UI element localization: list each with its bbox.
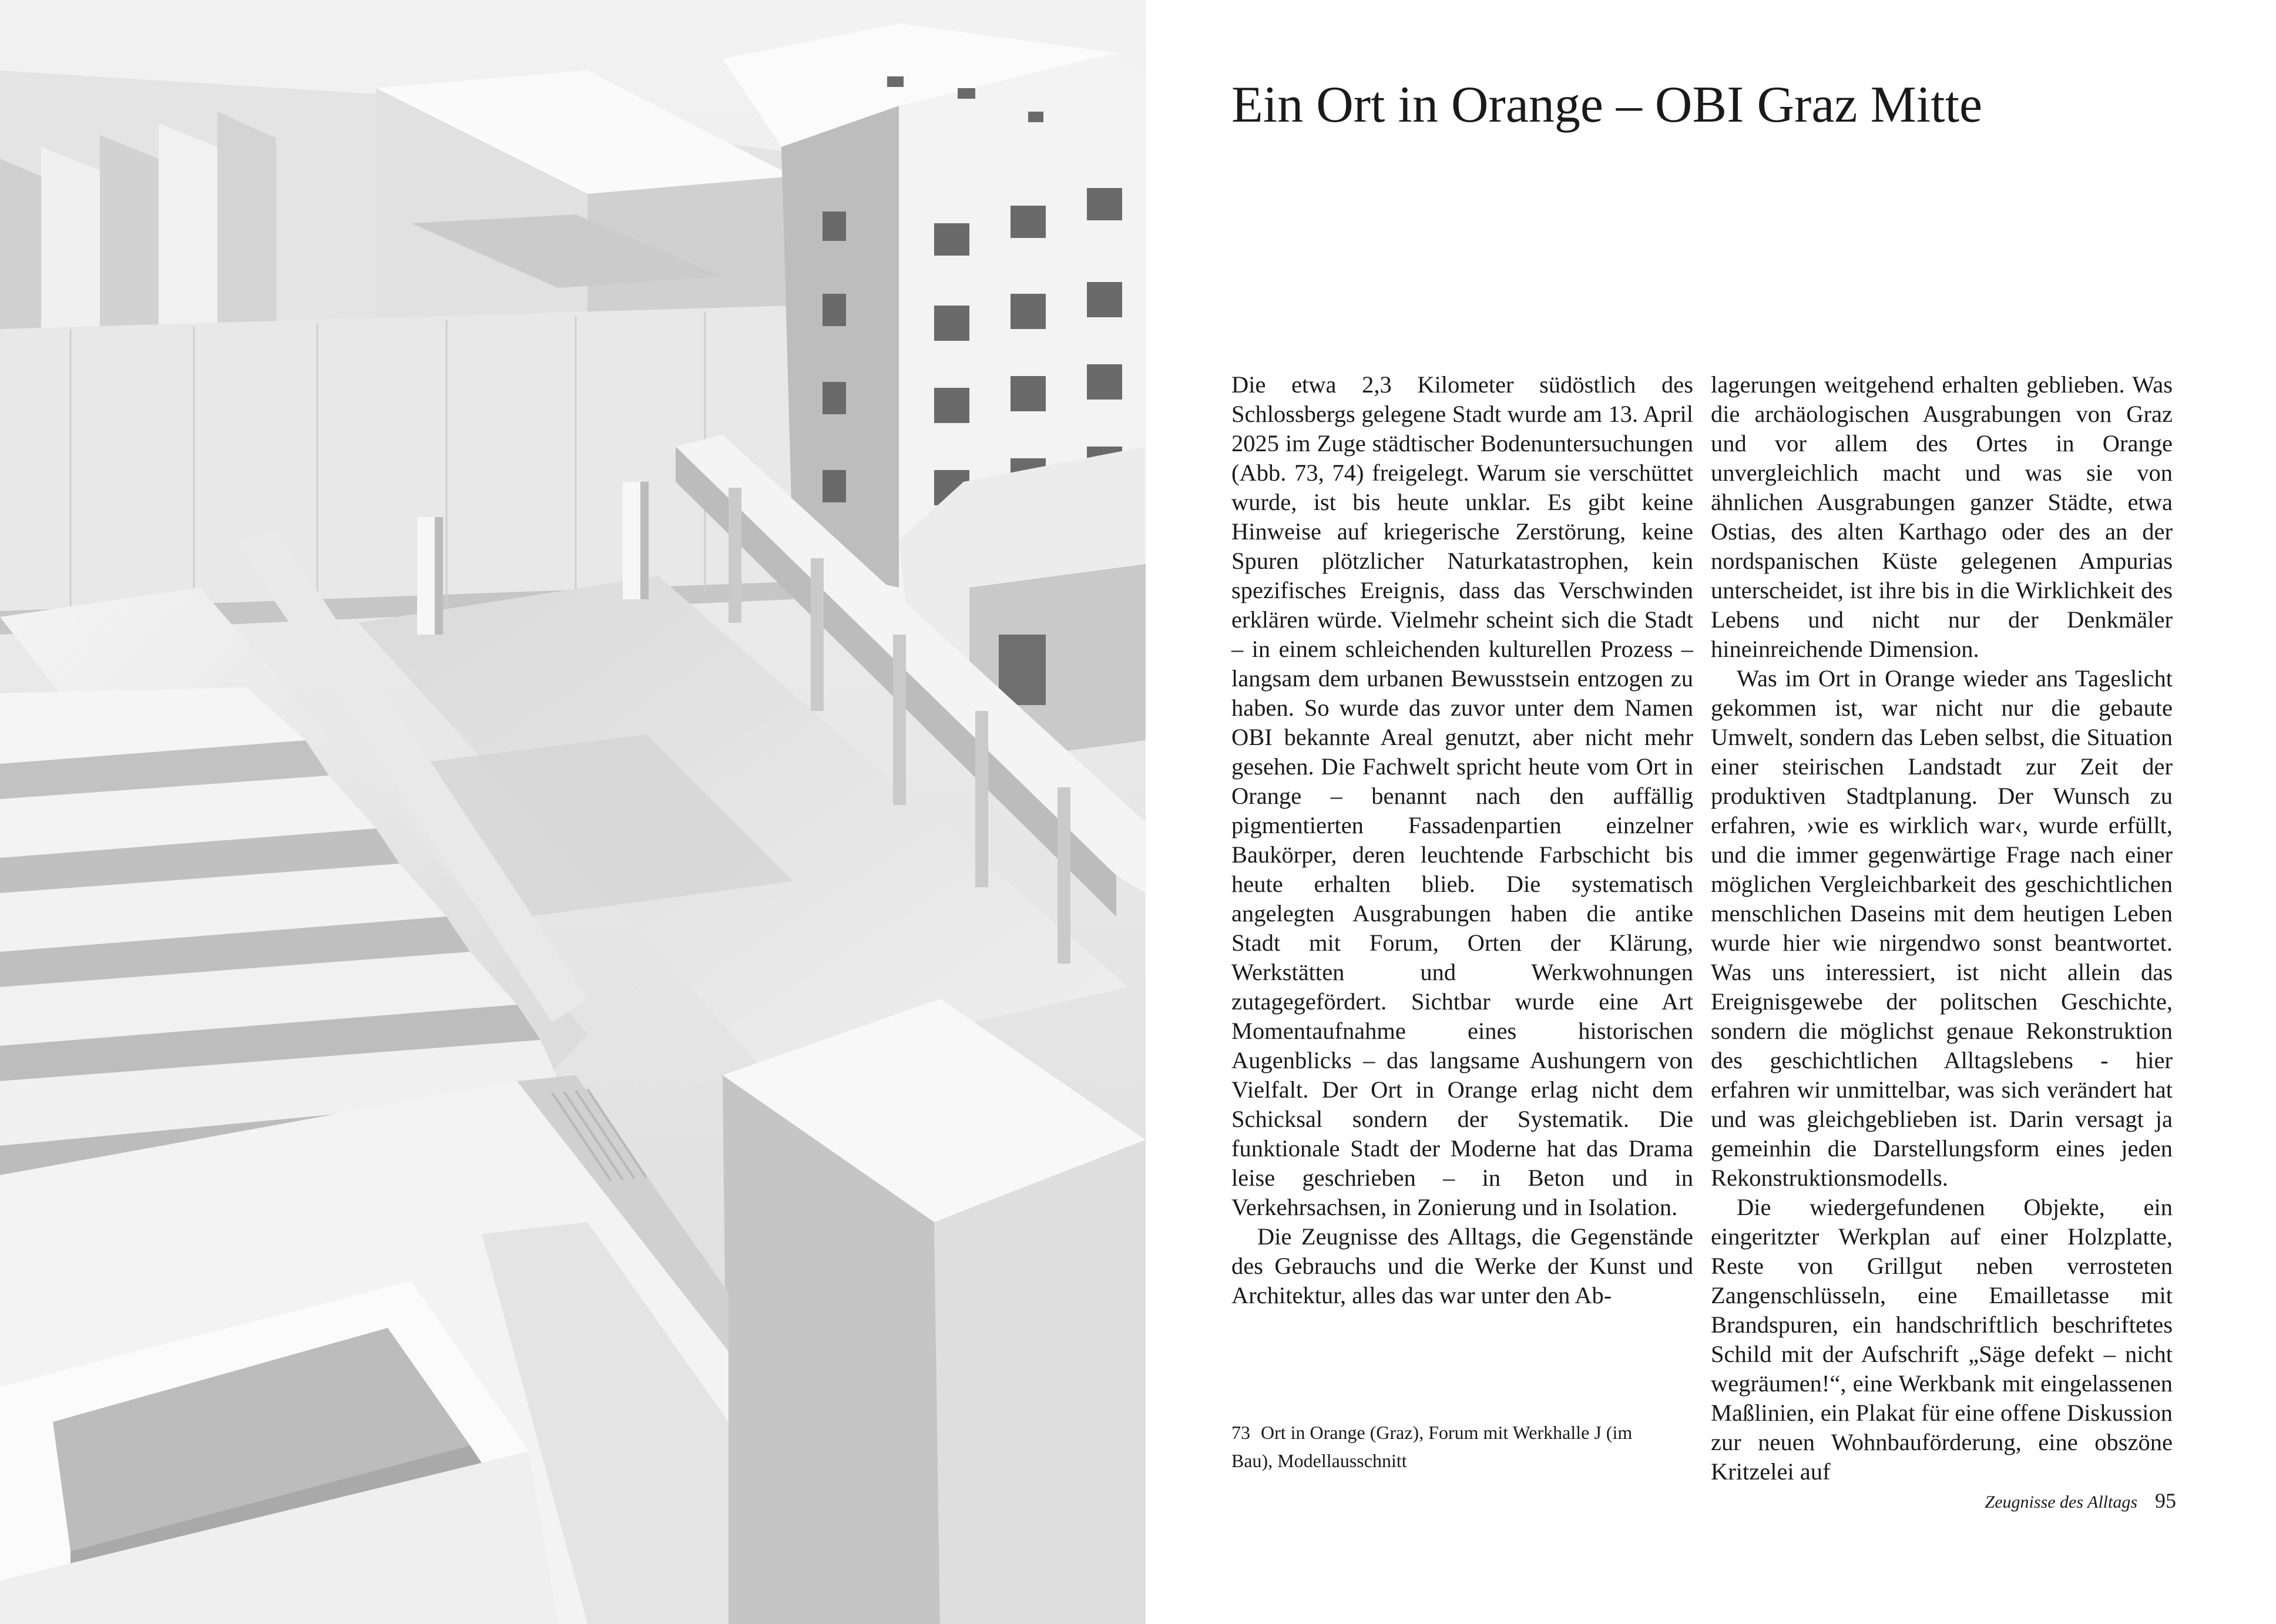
paragraph: Die Zeugnisse des Alltags, die Gegenstände des Gebrauchs und die Werke der Kunst und Architektur, alles das war unter den Ab- [1231, 1223, 1693, 1308]
text-column-left [1231, 370, 1693, 1310]
page-title: Ein Ort in Orange – OBI Graz Mitte [1231, 76, 1983, 133]
paragraph: Die wiedergefundenen Objekte, ein eingeritzter Werkplan auf einer Holzplatte, Reste von Grillgut neben verrosteten Zangenschlüsseln, eine Emailletasse mit Brandspuren, ein handschriftlich beschriftetes Schild mit der Aufschrift „Säge defekt – nicht wegräumen!“, eine Werkbank mit eingelassenen Maßlinien, ein Plakat für eine offene Diskussion zur neuen Wohnbauförderung, eine obszöne Kritzelei auf [1711, 1194, 2173, 1485]
figure-number: 73 [1231, 1422, 1250, 1443]
text-column-right [1711, 370, 2173, 1487]
caption-text: Ort in Orange (Graz), Forum mit Werkhalle J (im Bau), Modellausschnitt [1231, 1422, 1633, 1471]
page-footer [1985, 1488, 2176, 1515]
figure-caption [1231, 1418, 1678, 1475]
paragraph: Die etwa 2,3 Kilometer südöstlich des Schlossbergs gelegene Stadt wurde am 13. April 2025 im Zuge städtischer Bodenuntersuchungen (Abb. 73, 74) freigelegt. Warum sie verschüttet wurde, ist bis heute unklar. Es gibt keine Hinweise auf kriegerische Zerstörung, keine Spuren plötzlicher Naturkatastrophen, kein spezifisches Ereignis, dass das Verschwinden erklären würde. Vielmehr scheint sich die Stadt – in einem schleichenden kulturellen Prozess – langsam dem urbanen Bewusstsein entzogen zu haben. So wurde das zuvor unter dem Namen OBI bekannte Areal genutzt, aber nicht mehr gesehen. Die Fachwelt spricht heute vom Ort in Orange – benannt nach den auffällig pigmentierten Fassadenpartien einzelner Baukörper, deren leuchtende Farbschicht bis heute erhalten blieb. Die systematisch angelegten Ausgrabungen haben die antike Stadt mit Forum, Orten der Klärung, Werkstätten und Werkwohnungen zutagegefördert. Sichtbar wurde eine Art Momentaufnahme eines historischen Augenblicks – das langsame Aushungern von Vielfalt. Der Ort in Orange erlag nicht dem Schicksal sondern der Systematik. Die funktionale Stadt der Moderne hat das Drama leise geschrieben – in Beton und in Verkehrsachsen, in Zonierung und in Isolation. [1231, 371, 1693, 1220]
running-section-title: Zeugnisse des Alltags [1985, 1492, 2137, 1512]
page-number: 95 [2155, 1489, 2176, 1512]
paragraph: Was im Ort in Orange wieder ans Tageslicht gekommen ist, war nicht nur die gebaute Umwelt, sondern das Leben selbst, die Situation einer steirischen Landstadt zur Zeit der produktiven Stadtplanung. Der Wunsch zu erfahren, ›wie es wirklich war‹, wurde erfüllt, und die immer gegenwärtige Frage nach einer möglichen Vergleichbarkeit des geschichtlichen menschlichen Daseins mit dem heutigen Leben wurde hier wie nirgendwo sonst beantwortet. Was uns interessiert, ist nicht allein das Ereignisgewebe der politschen Geschichte, sondern die möglichst genaue Rekonstruktion des geschichtlichen Alltagslebens - hier erfahren wir unmittelbar, was sich verändert hat und was gleichgeblieben ist. Darin versagt ja gemeinhin die Darstellungsform eines jeden Rekonstruktionsmodells. [1711, 665, 2173, 1191]
paragraph: lagerungen weitgehend erhalten geblieben. Was die archäologischen Ausgrabungen von Graz und vor allem des Ortes in Orange unvergleichlich macht und was sie von ähnlichen Ausgrabungen ganzer Städte, etwa Ostias, des alten Karthago oder des an der nordspanischen Küste gelegenen Ampurias unterscheidet, ist ihre bis in die Wirklichkeit des Lebens und nicht nur der Denkmäler hineinreichende Dimension. [1711, 371, 2173, 662]
